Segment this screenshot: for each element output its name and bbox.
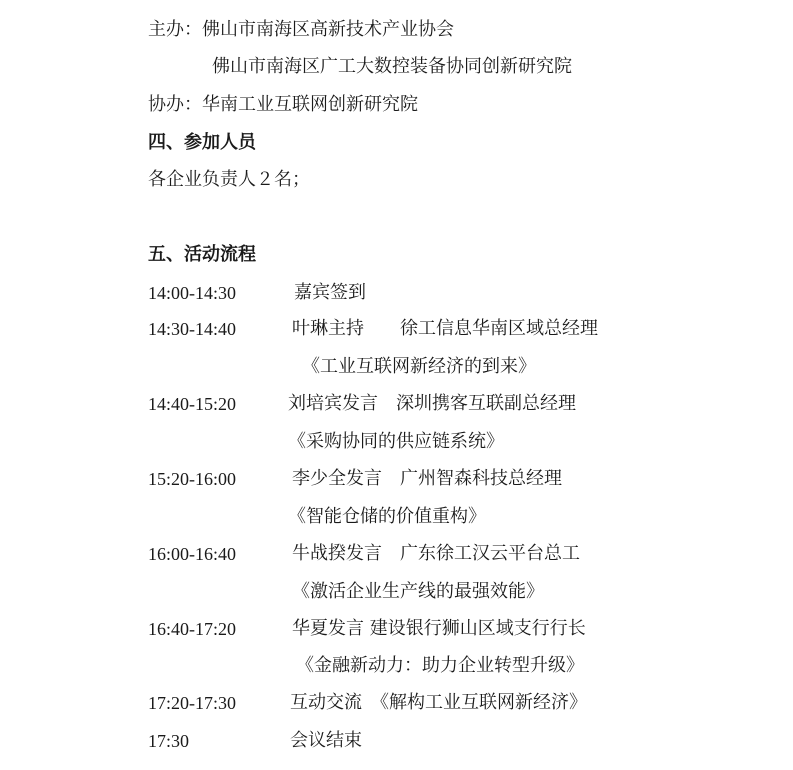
schedule-content: 嘉宾签到	[294, 282, 366, 303]
schedule-content: 互动交流 《解构工业互联网新经济》	[290, 692, 587, 713]
host-org-2: 佛山市南海区广工大数控装备协同创新研究院	[212, 56, 572, 77]
schedule-content: 会议结束	[290, 730, 362, 751]
schedule-time: 17:30	[148, 731, 190, 751]
schedule-topic: 《智能仓储的价值重构》	[288, 506, 486, 527]
host-label: 主办：	[148, 19, 202, 40]
schedule-time: 15:20-16:00	[148, 469, 236, 489]
schedule-topic: 《金融新动力：助力企业转型升级》	[296, 655, 584, 676]
section-4-text: 各企业负责人２名；	[148, 169, 310, 190]
schedule-content: 华夏发言 建设银行狮山区域支行行长	[292, 618, 586, 639]
schedule-time: 17:20-17:30	[148, 693, 236, 713]
co-host-line	[148, 93, 418, 117]
schedule-content: 李少全发言 广州智森科技总经理	[292, 468, 562, 489]
schedule-time: 16:00-16:40	[148, 544, 236, 564]
co-host-org: 华南工业互联网创新研究院	[202, 94, 418, 115]
schedule-time: 14:40-15:20	[148, 394, 236, 414]
section-5-heading: 五、活动流程	[148, 244, 256, 265]
schedule-time: 14:00-14:30	[148, 283, 236, 303]
schedule-topic: 《激活企业生产线的最强效能》	[292, 581, 544, 602]
schedule-time: 14:30-14:40	[148, 319, 236, 339]
schedule-topic: 《采购协同的供应链系统》	[288, 431, 504, 452]
schedule-content: 叶琳主持 徐工信息华南区域总经理	[292, 318, 598, 339]
schedule-time: 16:40-17:20	[148, 619, 236, 639]
section-4-heading: 四、参加人员	[148, 132, 256, 153]
schedule-topic: 《工业互联网新经济的到来》	[302, 356, 536, 377]
schedule-content: 刘培宾发言 深圳携客互联副总经理	[288, 393, 576, 414]
host-org-1: 佛山市南海区高新技术产业协会	[202, 19, 454, 40]
host-line-1	[148, 18, 454, 42]
co-host-label: 协办：	[148, 94, 202, 115]
schedule-content: 牛战揆发言 广东徐工汉云平台总工	[292, 543, 580, 564]
